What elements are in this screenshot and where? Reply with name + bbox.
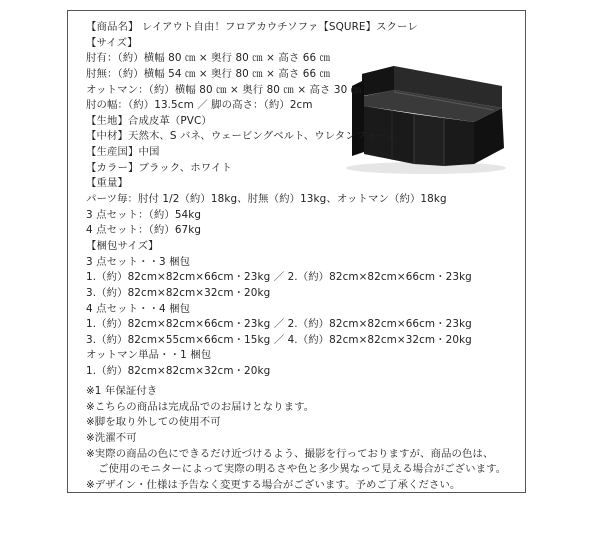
size-ottoman: オットマン：（約）横幅 80 ㎝ × 奥行 80 ㎝ × 高さ 30 ㎝ bbox=[86, 83, 362, 96]
note-delivery: ※こちらの商品は完成品でのお届けとなります。 bbox=[86, 400, 315, 413]
package-3-set-line-2: 3.（約）82cm×82cm×32cm・20kg bbox=[86, 286, 271, 299]
size-armless: 肘無：（約）横幅 54 ㎝ × 奥行 80 ㎝ × 高さ 66 ㎝ bbox=[86, 67, 331, 80]
note-warranty: ※1 年保証付き bbox=[86, 385, 158, 397]
fabric: 【生地】合成皮革（PVC） bbox=[86, 114, 212, 127]
package-3-set-line-1: 1.（約）82cm×82cm×66cm・23kg ／ 2.（約）82cm×82cm×66cm・23kg bbox=[86, 271, 472, 284]
note-color-1: ※実際の商品の色にできるだけ近づけるよう、撮影を行っておりますが、商品の色は、 bbox=[86, 447, 494, 460]
weight-3-set: 3 点セット：（約）54kg bbox=[86, 208, 202, 221]
package-4-set: 4 点セット・・4 梱包 bbox=[86, 302, 191, 315]
weight-heading: 【重量】 bbox=[86, 177, 128, 190]
weight-4-set: 4 点セット：（約）67kg bbox=[86, 224, 202, 237]
size-heading: 【サイズ】 bbox=[86, 36, 138, 49]
package-3-set: 3 点セット・・3 梱包 bbox=[86, 255, 191, 268]
package-4-set-line-1: 1.（約）82cm×82cm×66cm・23kg ／ 2.（約）82cm×82cm×66cm・23kg bbox=[86, 318, 472, 331]
inner-material: 【中材】天然木、S バネ、ウェービングベルト、ウレタンフォーム bbox=[86, 130, 398, 143]
package-ottoman-line-1: 1.（約）82cm×82cm×32cm・20kg bbox=[86, 365, 271, 378]
package-ottoman: オットマン単品・・1 梱包 bbox=[86, 349, 212, 362]
product-name: 【商品名】 レイアウト自由！フロアカウチソファ【SQURE】スクーレ bbox=[86, 21, 418, 33]
package-4-set-line-2: 3.（約）82cm×55cm×66cm・15kg ／ 4.（約）82cm×82cm×32cm・20kg bbox=[86, 333, 472, 346]
colors: 【カラー】ブラック、ホワイト bbox=[86, 161, 232, 174]
note-color-2: ご使用のモニターによって実際の明るさや色と多少異なって見える場合がございます。 bbox=[98, 463, 507, 476]
size-with-arm: 肘有：（約）横幅 80 ㎝ × 奥行 80 ㎝ × 高さ 66 ㎝ bbox=[86, 52, 331, 65]
country-of-origin: 【生産国】中国 bbox=[86, 146, 160, 159]
note-design-change: ※デザイン・仕様は予告なく変更する場合がございます。予めご了承ください。 bbox=[86, 478, 461, 491]
weight-per-part: パーツ毎：肘付 1/2（約）18kg、肘無（約）13kg、オットマン（約）18kg bbox=[86, 193, 447, 206]
note-legs: ※脚を取り外しての使用不可 bbox=[86, 416, 221, 429]
spec-list bbox=[86, 20, 516, 380]
notes-list bbox=[86, 384, 516, 493]
arm-width-leg-height: 肘の幅：（約）13.5cm ／ 脚の高さ：（約）2cm bbox=[86, 99, 313, 112]
note-no-washing: ※洗濯不可 bbox=[86, 431, 137, 444]
package-heading: 【梱包サイズ】 bbox=[86, 239, 159, 252]
